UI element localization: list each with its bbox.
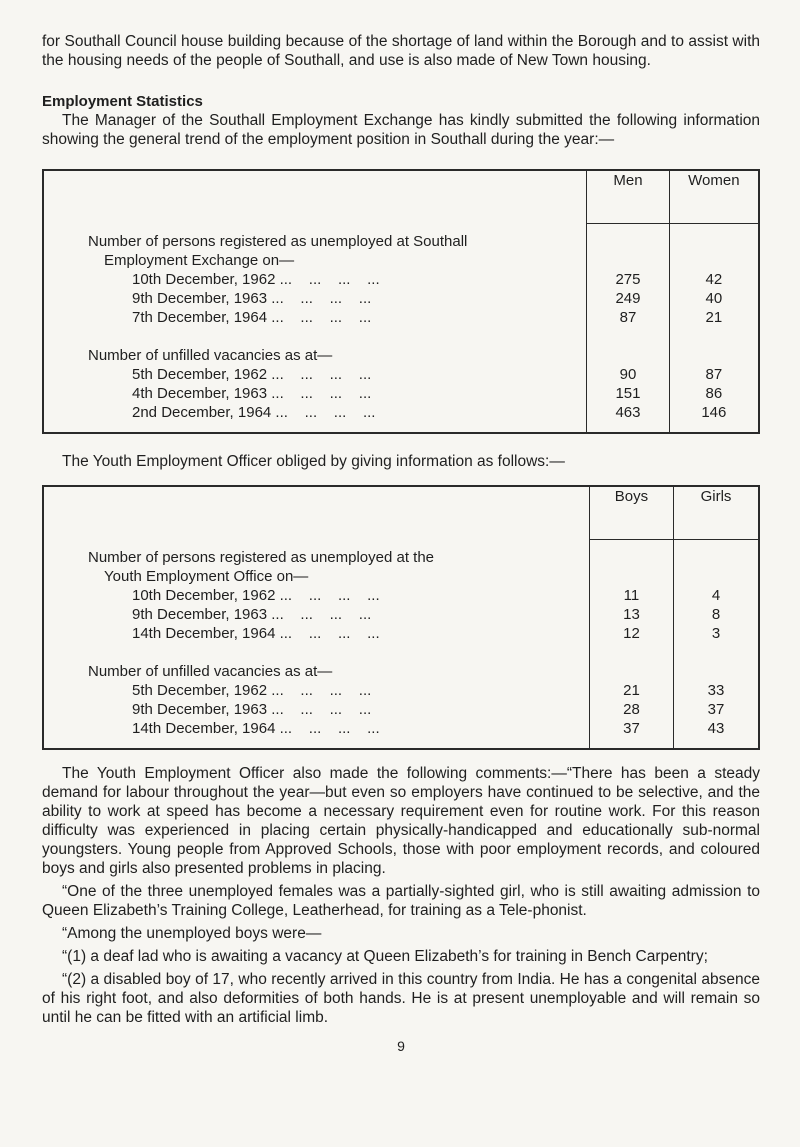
- column-header-boys: Boys: [589, 486, 673, 540]
- section-title: Number of persons registered as unemployed at Southall: [88, 233, 468, 250]
- section-title-cont: Employment Exchange on—: [104, 252, 295, 269]
- section-heading: Employment Statistics: [42, 93, 203, 110]
- comments-paragraph-3: “Among the unemployed boys were—: [62, 925, 322, 942]
- table-header-row: [43, 170, 759, 224]
- employment-exchange-paragraph: The Manager of the Southall Employment Exchange has kindly submitted the following information showing the general trend of the employment position in Southall during the year:—: [42, 112, 760, 148]
- comments-paragraph-4: “(1) a deaf lad who is awaiting a vacancy at Queen Elizabeth’s for training in Bench Carpentry;: [62, 948, 708, 965]
- table-row: 7th December, 1964 ... ... ... ... 87 21: [43, 308, 759, 327]
- column-header-men: Men: [587, 170, 669, 224]
- table-row: 10th December, 1962 ... ... ... ... 11 4: [43, 586, 759, 605]
- section-title: Number of unfilled vacancies as at—: [88, 663, 333, 680]
- section-title-cont: Youth Employment Office on—: [104, 568, 309, 585]
- table-row: 14th December, 1964 ... ... ... ... 12 3: [43, 624, 759, 643]
- page-number: 9: [397, 1038, 405, 1054]
- table-row: 9th December, 1963 ... ... ... ... 13 8: [43, 605, 759, 624]
- table-row: 9th December, 1963 ... ... ... ... 249 40: [43, 289, 759, 308]
- table-row: 2nd December, 1964 ... ... ... ... 463 146: [43, 403, 759, 422]
- table-row: 9th December, 1963 ... ... ... ... 28 37: [43, 700, 759, 719]
- table-row: 14th December, 1964 ... ... ... ... 37 43: [43, 719, 759, 738]
- comments-paragraph-2: “One of the three unemployed females was a partially-sighted girl, who is still awaiting admission to Queen Elizabeth’s Training College, Leatherhead, for training as a Tele-phonist.: [42, 883, 760, 919]
- intro-paragraph: for Southall Council house building because of the shortage of land within the Borough and to assist with the housing needs of the people of Southall, and use is also made of New Town housing.: [42, 33, 760, 69]
- column-header-girls: Girls: [673, 486, 759, 540]
- section-title: Number of persons registered as unemployed at the: [88, 549, 435, 566]
- section-title: Number of unfilled vacancies as at—: [88, 347, 333, 364]
- employment-exchange-table: [42, 169, 760, 434]
- document-page: [42, 32, 760, 1056]
- comments-paragraph-5: “(2) a disabled boy of 17, who recently arrived in this country from India. He has a congenital absence of his right foot, and also deformities of both hands. He is at present unemployable and will remain so until he can be fitted with an artificial limb.: [42, 971, 760, 1026]
- comments-paragraph: The Youth Employment Officer also made the following comments:—“There has been a steady demand for labour throughout the year—but even so employers have continued to be selective, and the ability to work at speed has become a necessary requirement even for routine work. For this reason difficulty was experienced in placing certain physically-handicapped and educationally sub-normal youngsters. Young people from Approved Schools, those with poor employment records, and coloured boys and girls also presented problems in placing.: [42, 765, 760, 877]
- column-header-women: Women: [669, 170, 759, 224]
- table-row: 4th December, 1963 ... ... ... ... 151 86: [43, 384, 759, 403]
- youth-employment-paragraph: The Youth Employment Officer obliged by giving information as follows:—: [62, 453, 565, 470]
- table-row: 10th December, 1962 ... ... ... ... 275 42: [43, 270, 759, 289]
- table-header-row: [43, 486, 759, 540]
- table-row: 5th December, 1962 ... ... ... ... 90 87: [43, 365, 759, 384]
- table-row: 5th December, 1962 ... ... ... ... 21 33: [43, 681, 759, 700]
- youth-employment-table: [42, 485, 760, 750]
